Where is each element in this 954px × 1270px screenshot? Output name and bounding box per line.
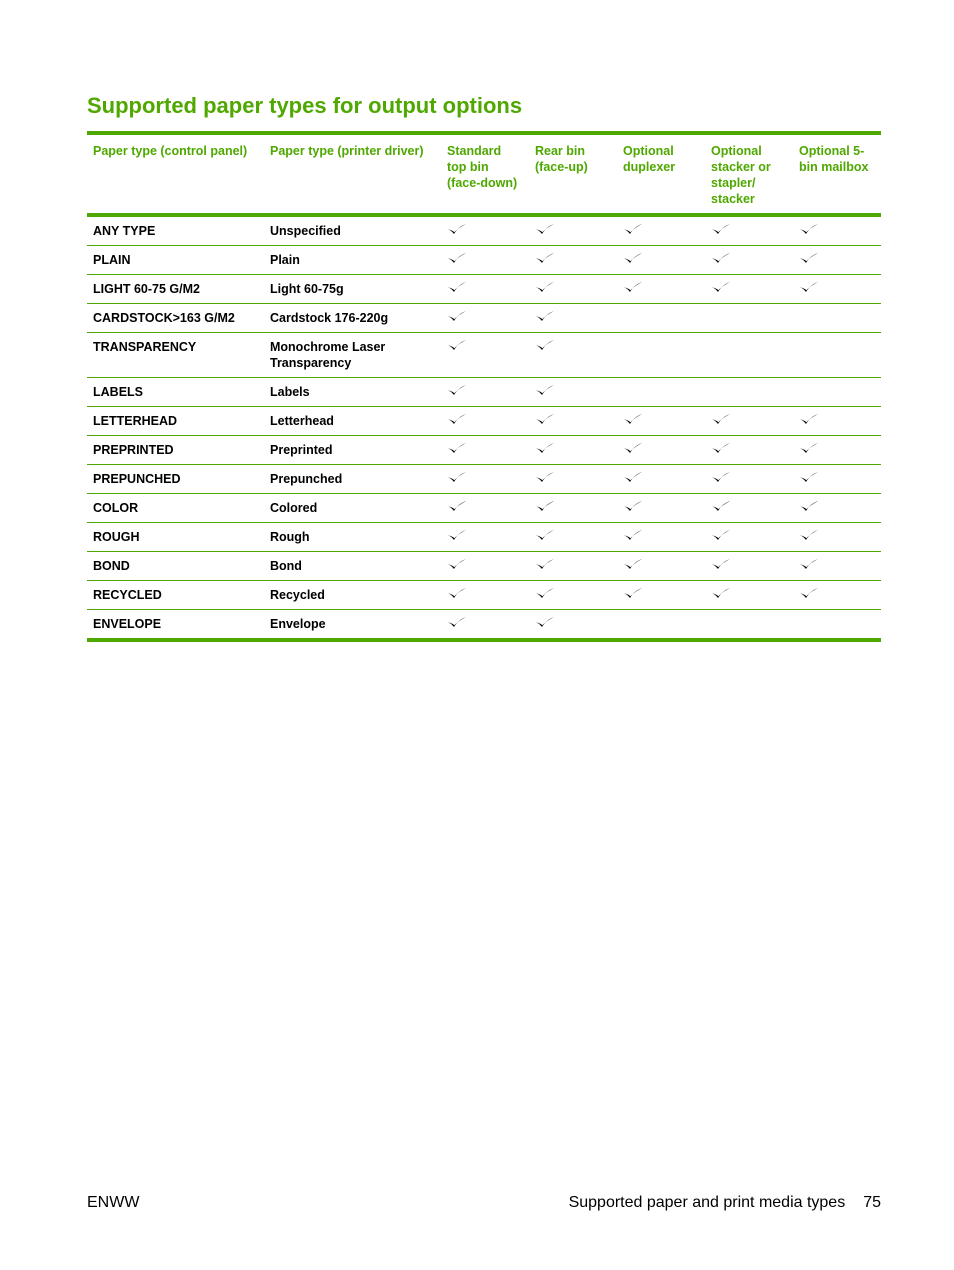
cell-control-panel: TRANSPARENCY — [87, 333, 264, 378]
check-icon — [799, 471, 819, 483]
check-icon — [535, 281, 555, 293]
check-icon — [535, 500, 555, 512]
check-icon — [535, 471, 555, 483]
table-row — [87, 523, 881, 552]
cell-support — [617, 333, 705, 378]
cell-support — [441, 436, 529, 465]
cell-support — [529, 465, 617, 494]
cell-support — [617, 465, 705, 494]
check-icon — [623, 471, 643, 483]
cell-support — [441, 581, 529, 610]
cell-support — [529, 378, 617, 407]
cell-support — [441, 275, 529, 304]
cell-control-panel: RECYCLED — [87, 581, 264, 610]
check-icon — [711, 500, 731, 512]
table-header-row — [87, 133, 881, 215]
check-icon — [535, 413, 555, 425]
cell-printer-driver: Envelope — [264, 610, 441, 641]
check-icon — [447, 384, 467, 396]
cell-support — [705, 275, 793, 304]
cell-support — [617, 581, 705, 610]
check-icon — [447, 471, 467, 483]
table-body — [87, 215, 881, 640]
cell-support — [441, 494, 529, 523]
page-title: Supported paper types for output options — [87, 93, 523, 118]
table-row — [87, 275, 881, 304]
cell-support — [793, 215, 881, 246]
footer-section-title: Supported paper and print media types — [568, 1194, 846, 1211]
check-icon — [535, 558, 555, 570]
cell-support — [617, 378, 705, 407]
cell-support — [793, 581, 881, 610]
cell-control-panel: PLAIN — [87, 246, 264, 275]
cell-support — [617, 436, 705, 465]
cell-support — [705, 610, 793, 641]
cell-support — [617, 215, 705, 246]
cell-support — [529, 494, 617, 523]
cell-support — [617, 494, 705, 523]
cell-support — [441, 304, 529, 333]
check-icon — [799, 281, 819, 293]
header-optional-duplexer: Optional duplexer — [623, 144, 676, 174]
check-icon — [623, 587, 643, 599]
table-row — [87, 436, 881, 465]
cell-support — [793, 552, 881, 581]
cell-support — [529, 610, 617, 641]
cell-printer-driver: Letterhead — [264, 407, 441, 436]
cell-control-panel: CARDSTOCK>163 G/M2 — [87, 304, 264, 333]
cell-support — [705, 246, 793, 275]
cell-support — [441, 610, 529, 641]
table-row — [87, 581, 881, 610]
page-number: 75 — [863, 1194, 881, 1211]
cell-printer-driver: Rough — [264, 523, 441, 552]
check-icon — [447, 310, 467, 322]
cell-support — [441, 552, 529, 581]
cell-support — [793, 246, 881, 275]
check-icon — [711, 413, 731, 425]
check-icon — [447, 442, 467, 454]
check-icon — [447, 529, 467, 541]
cell-printer-driver: Recycled — [264, 581, 441, 610]
check-icon — [711, 281, 731, 293]
cell-support — [529, 215, 617, 246]
check-icon — [447, 223, 467, 235]
check-icon — [535, 384, 555, 396]
cell-printer-driver: Plain — [264, 246, 441, 275]
check-icon — [447, 252, 467, 264]
cell-support — [705, 215, 793, 246]
cell-support — [529, 407, 617, 436]
check-icon — [535, 310, 555, 322]
check-icon — [623, 442, 643, 454]
check-icon — [711, 529, 731, 541]
header-optional-mailbox: Optional 5-bin mailbox — [799, 144, 869, 174]
cell-printer-driver: Labels — [264, 378, 441, 407]
check-icon — [447, 339, 467, 351]
cell-control-panel: PREPRINTED — [87, 436, 264, 465]
cell-support — [441, 465, 529, 494]
check-icon — [535, 252, 555, 264]
cell-support — [793, 304, 881, 333]
cell-control-panel: LIGHT 60-75 G/M2 — [87, 275, 264, 304]
check-icon — [535, 339, 555, 351]
cell-support — [441, 215, 529, 246]
cell-support — [617, 523, 705, 552]
check-icon — [535, 223, 555, 235]
check-icon — [799, 442, 819, 454]
cell-support — [617, 275, 705, 304]
cell-support — [705, 333, 793, 378]
cell-support — [617, 246, 705, 275]
header-standard-top-bin: Standard top bin (face-down) — [447, 144, 518, 190]
footer-left: ENWW — [87, 1194, 140, 1211]
cell-support — [441, 246, 529, 275]
check-icon — [535, 529, 555, 541]
check-icon — [623, 223, 643, 235]
cell-printer-driver: Monochrome Laser Transparency — [264, 333, 441, 378]
cell-printer-driver: Prepunched — [264, 465, 441, 494]
check-icon — [799, 500, 819, 512]
check-icon — [799, 223, 819, 235]
cell-support — [441, 407, 529, 436]
cell-printer-driver: Preprinted — [264, 436, 441, 465]
table-row — [87, 378, 881, 407]
cell-control-panel: LABELS — [87, 378, 264, 407]
cell-support — [617, 304, 705, 333]
cell-printer-driver: Cardstock 176-220g — [264, 304, 441, 333]
cell-printer-driver: Colored — [264, 494, 441, 523]
check-icon — [799, 558, 819, 570]
cell-support — [529, 246, 617, 275]
cell-support — [705, 465, 793, 494]
cell-support — [529, 581, 617, 610]
cell-support — [705, 581, 793, 610]
table-row — [87, 407, 881, 436]
cell-support — [793, 378, 881, 407]
cell-control-panel: ENVELOPE — [87, 610, 264, 641]
cell-support — [793, 436, 881, 465]
check-icon — [711, 558, 731, 570]
check-icon — [447, 413, 467, 425]
header-rear-bin: Rear bin (face-up) — [535, 144, 588, 174]
cell-support — [705, 494, 793, 523]
header-optional-stacker: Optional stacker or stapler/ stacker — [711, 144, 771, 206]
cell-support — [529, 552, 617, 581]
check-icon — [447, 587, 467, 599]
cell-control-panel: PREPUNCHED — [87, 465, 264, 494]
check-icon — [535, 587, 555, 599]
cell-printer-driver: Bond — [264, 552, 441, 581]
cell-support — [705, 407, 793, 436]
check-icon — [711, 587, 731, 599]
check-icon — [623, 529, 643, 541]
paper-types-table — [87, 131, 881, 642]
cell-support — [705, 378, 793, 407]
check-icon — [711, 442, 731, 454]
check-icon — [623, 252, 643, 264]
cell-support — [441, 333, 529, 378]
cell-support — [617, 610, 705, 641]
cell-support — [617, 552, 705, 581]
cell-support — [705, 436, 793, 465]
check-icon — [799, 252, 819, 264]
header-printer-driver: Paper type (printer driver) — [270, 144, 424, 158]
cell-support — [441, 378, 529, 407]
check-icon — [623, 558, 643, 570]
cell-support — [793, 465, 881, 494]
table-row — [87, 215, 881, 246]
cell-support — [705, 552, 793, 581]
table-row — [87, 552, 881, 581]
cell-printer-driver: Light 60-75g — [264, 275, 441, 304]
header-control-panel: Paper type (control panel) — [93, 144, 248, 158]
cell-support — [793, 523, 881, 552]
check-icon — [535, 442, 555, 454]
cell-support — [529, 333, 617, 378]
check-icon — [535, 616, 555, 628]
footer-right — [569, 1194, 881, 1212]
cell-support — [793, 333, 881, 378]
check-icon — [447, 281, 467, 293]
table-row — [87, 246, 881, 275]
cell-support — [705, 523, 793, 552]
cell-support — [793, 610, 881, 641]
cell-support — [529, 436, 617, 465]
table-row — [87, 494, 881, 523]
check-icon — [623, 413, 643, 425]
cell-control-panel: BOND — [87, 552, 264, 581]
check-icon — [623, 500, 643, 512]
check-icon — [447, 500, 467, 512]
cell-support — [441, 523, 529, 552]
cell-support — [529, 523, 617, 552]
check-icon — [799, 587, 819, 599]
cell-control-panel: ANY TYPE — [87, 215, 264, 246]
table-row — [87, 610, 881, 641]
cell-control-panel: COLOR — [87, 494, 264, 523]
check-icon — [799, 413, 819, 425]
cell-support — [793, 494, 881, 523]
table-row — [87, 465, 881, 494]
cell-printer-driver: Unspecified — [264, 215, 441, 246]
check-icon — [711, 223, 731, 235]
check-icon — [623, 281, 643, 293]
check-icon — [711, 252, 731, 264]
cell-control-panel: LETTERHEAD — [87, 407, 264, 436]
cell-support — [793, 407, 881, 436]
cell-support — [529, 275, 617, 304]
check-icon — [447, 616, 467, 628]
cell-control-panel: ROUGH — [87, 523, 264, 552]
check-icon — [447, 558, 467, 570]
table-row — [87, 304, 881, 333]
cell-support — [617, 407, 705, 436]
check-icon — [711, 471, 731, 483]
cell-support — [529, 304, 617, 333]
cell-support — [705, 304, 793, 333]
table-row — [87, 333, 881, 378]
cell-support — [793, 275, 881, 304]
check-icon — [799, 529, 819, 541]
